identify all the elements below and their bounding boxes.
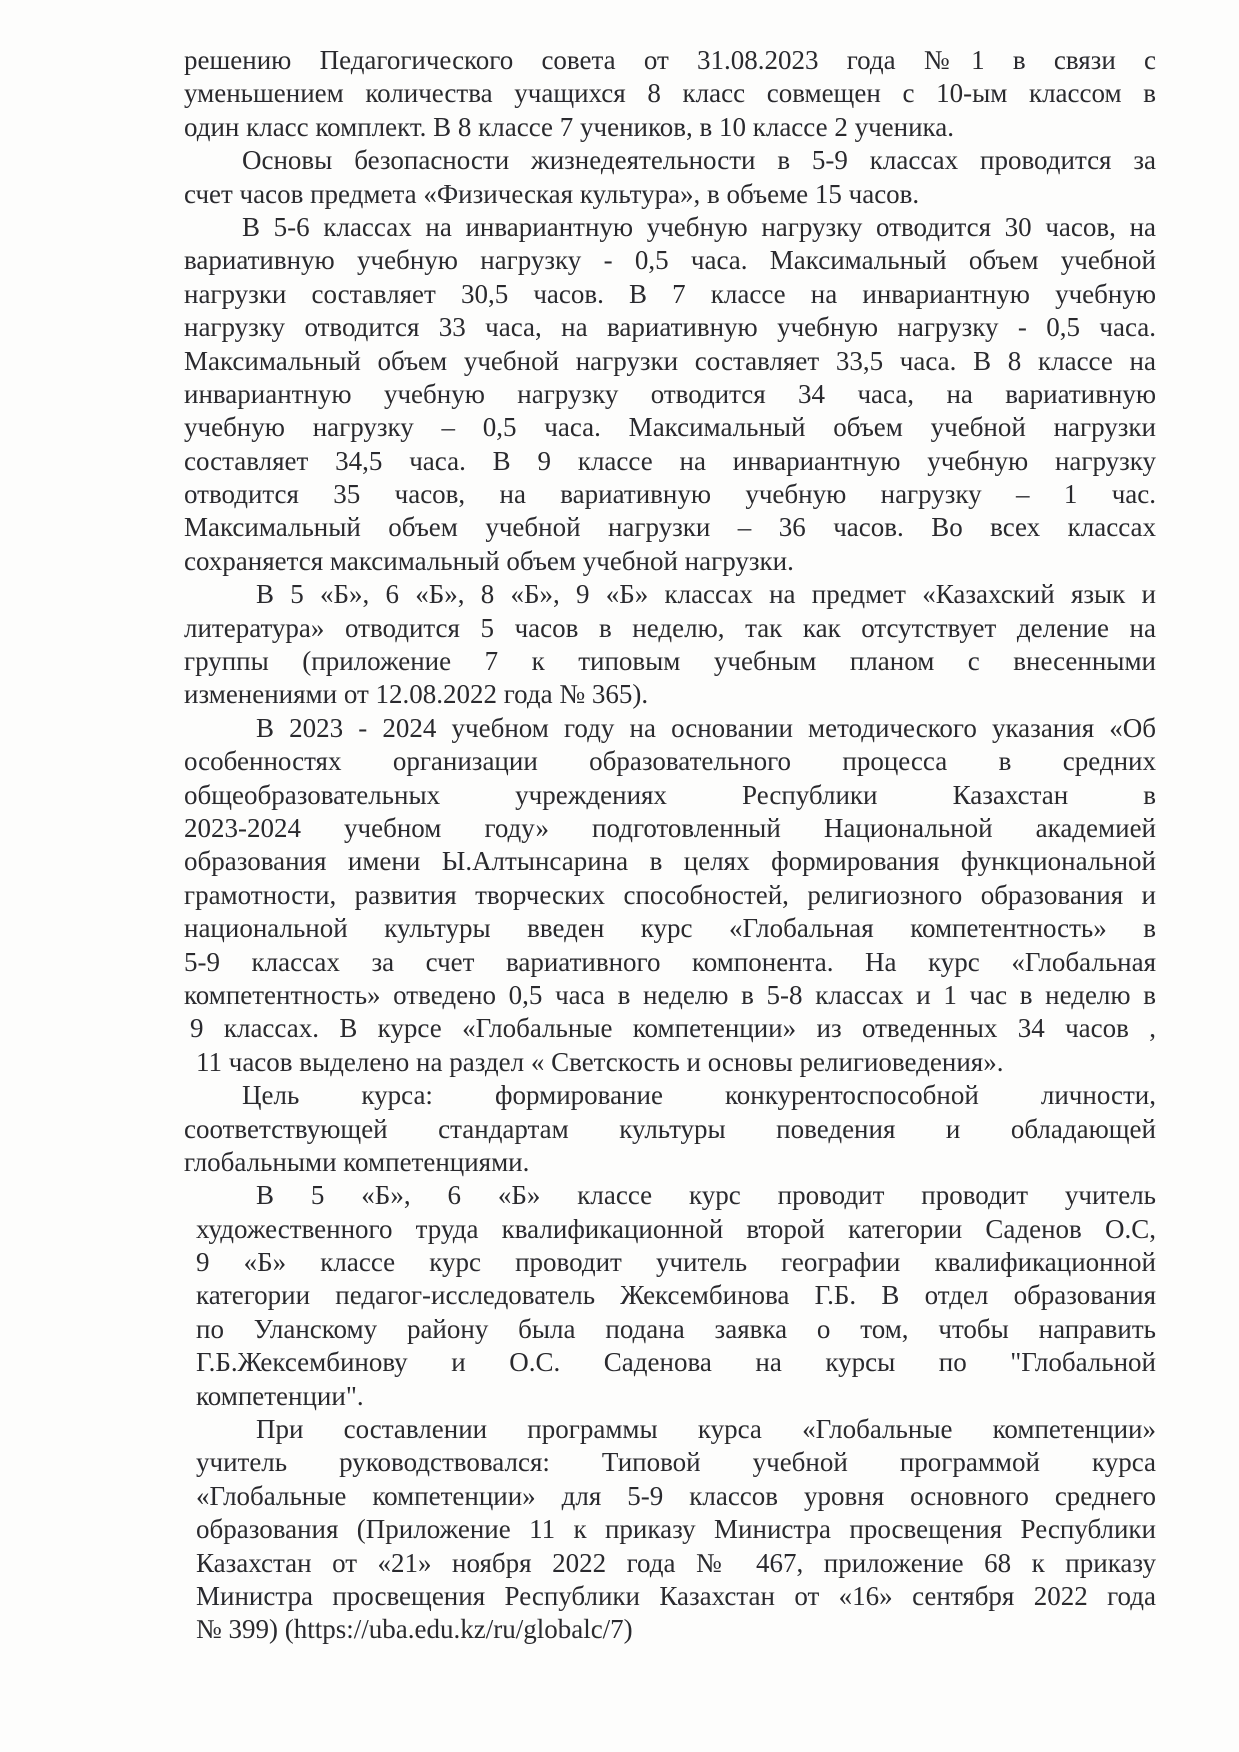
text-line: Казахстан от «21» ноября 2022 года № 467, приложение 68 к приказу [196, 1547, 1156, 1578]
text-line: Максимальный объем учебной нагрузки – 36 часов. Во всех классах [184, 512, 1156, 543]
text-line: 5-9 классах за счет вариативного компонента. На курс «Глобальная [184, 946, 1156, 977]
text-line: № 399) (https://uba.edu.kz/ru/globalc/7) [196, 1614, 633, 1645]
text-line: отводится 35 часов, на вариативную учебную нагрузку – 1 час. [184, 479, 1156, 510]
text-line: художественного труда квалификационной второй категории Саденов О.С, [196, 1213, 1156, 1244]
text-line: 9 «Б» классе курс проводит учитель географии квалификационной [196, 1247, 1156, 1278]
text-line: по Уланскому району была подана заявка о том, чтобы направить [196, 1313, 1156, 1344]
text-line: составляет 34,5 часа. В 9 классе на инвариантную учебную нагрузку [184, 445, 1156, 476]
text-line: В 2023 - 2024 учебном году на основании методического указания «Об [256, 712, 1156, 743]
text-line: 9 классах. В курсе «Глобальные компетенции» из отведенных 34 часов , [190, 1013, 1156, 1044]
text-line: В 5 «Б», 6 «Б», 8 «Б», 9 «Б» классах на предмет «Казахский язык и [256, 579, 1156, 610]
text-line: вариативную учебную нагрузку - 0,5 часа. Максимальный объем учебной [184, 245, 1156, 276]
text-line: учитель руководствовался: Типовой учебной программой курса [196, 1447, 1156, 1478]
text-line: национальной культуры введен курс «Глобальная компетентность» в [184, 913, 1156, 944]
text-line: В 5-6 классах на инвариантную учебную нагрузку отводится 30 часов, на [242, 211, 1156, 242]
text-line: В 5 «Б», 6 «Б» классе курс проводит проводит учитель [256, 1180, 1156, 1211]
text-line: сохраняется максимальный объем учебной нагрузки. [184, 545, 794, 576]
text-line: Министра просвещения Республики Казахстан от «16» сентября 2022 года [196, 1580, 1156, 1611]
text-line: 2023-2024 учебном году» подготовленный Национальной академией [184, 812, 1156, 843]
text-line: компетенции". [196, 1380, 364, 1411]
text-line: «Глобальные компетенции» для 5-9 классов уровня основного среднего [196, 1480, 1156, 1511]
text-line: Основы безопасности жизнедеятельности в 5-9 классах проводится за [242, 145, 1156, 176]
text-line: нагрузку отводится 33 часа, на вариативную учебную нагрузку - 0,5 часа. [184, 312, 1156, 343]
text-line: образования (Приложение 11 к приказу Министра просвещения Республики [196, 1514, 1156, 1545]
text-line: инвариантную учебную нагрузку отводится 34 часа, на вариативную [184, 378, 1156, 409]
text-line: грамотности, развития творческих способностей, религиозного образования и [184, 879, 1156, 910]
text-line: Г.Б.Жексембинову и О.С. Саденова на курсы по "Глобальной [196, 1347, 1156, 1378]
text-line: изменениями от 12.08.2022 года № 365). [184, 679, 649, 710]
text-line: образования имени Ы.Алтынсарина в целях формирования функциональной [184, 846, 1156, 877]
text-line: литература» отводится 5 часов в неделю, так как отсутствует деление на [184, 612, 1156, 643]
text-line: Максимальный объем учебной нагрузки составляет 33,5 часа. В 8 классе на [184, 345, 1156, 376]
text-line: категории педагог-исследователь Жексембинова Г.Б. В отдел образования [196, 1280, 1156, 1311]
text-line: учебную нагрузку – 0,5 часа. Максимальный объем учебной нагрузки [184, 412, 1156, 443]
text-line: группы (приложение 7 к типовым учебным планом с внесенными [184, 646, 1156, 677]
text-line: компетентность» отведено 0,5 часа в неделю в 5-8 классах и 1 час в неделю в [184, 979, 1156, 1010]
text-line: Цель курса: формирование конкурентоспособной личности, [242, 1080, 1156, 1111]
text-line: общеобразовательных учреждениях Республики Казахстан в [184, 779, 1156, 810]
text-line: 11 часов выделено на раздел « Светскость и основы религиоведения». [196, 1046, 1004, 1077]
text-line: При составлении программы курса «Глобальные компетенции» [256, 1414, 1156, 1445]
text-line: глобальными компетенциями. [184, 1146, 530, 1177]
document-body [184, 44, 1156, 1647]
text-line: решению Педагогического совета от 31.08.2023 года №1 в связи с [184, 45, 1156, 75]
text-line: особенностях организации образовательного процесса в средних [184, 746, 1156, 777]
text-line: счет часов предмета «Физическая культура», в объеме 15 часов. [184, 178, 920, 209]
text-line: нагрузки составляет 30,5 часов. В 7 классе на инвариантную учебную [184, 278, 1156, 309]
text-line: один класс комплект. В 8 классе 7 учеников, в 10 классе 2 ученика. [184, 111, 954, 142]
text-line: уменьшением количества учащихся 8 класс совмещен с 10-ым классом в [184, 78, 1156, 109]
text-line: соответствующей стандартам культуры поведения и обладающей [184, 1113, 1156, 1144]
